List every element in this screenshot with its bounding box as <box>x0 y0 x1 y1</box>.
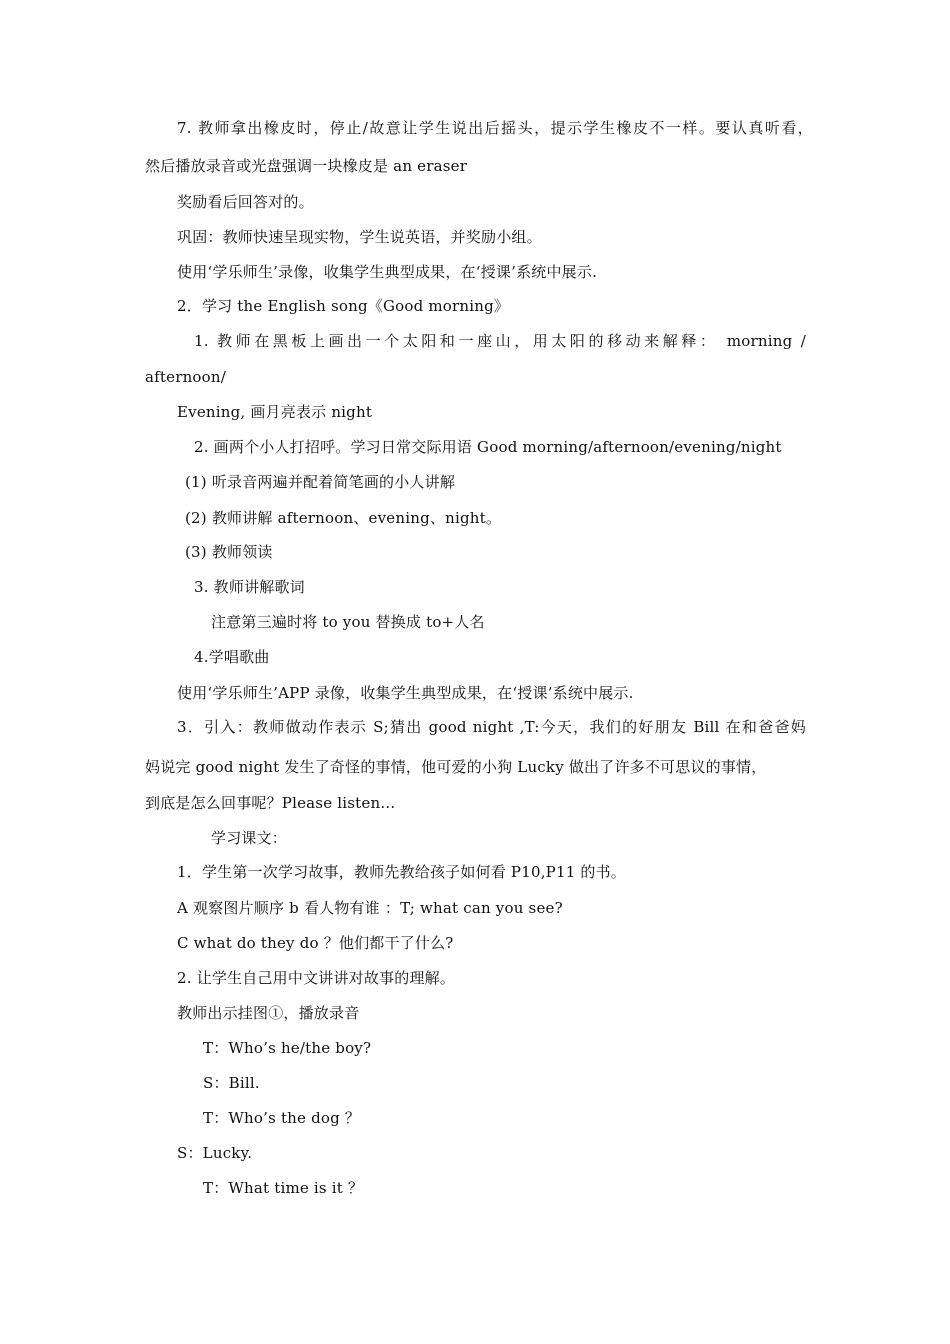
section-heading: 学习课文： <box>211 829 288 847</box>
text-line: 奖励看后回答对的。 <box>177 193 314 211</box>
text-line: C what do they do ？他们都干了什么? <box>177 934 454 952</box>
dialogue-line: S：Bill. <box>203 1074 260 1092</box>
text-line: 使用‘学乐师生’录像，收集学生典型成果，在‘授课’系统中展示. <box>177 263 598 281</box>
text-line: Evening, 画月亮表示 night <box>177 403 373 421</box>
text-line: 3．引入：教师做动作表示 S;猜出 good night ,T:今天，我们的好朋友 Bill 在和爸爸妈 <box>177 718 806 736</box>
dialogue-line: T：Who’s the dog ？ <box>203 1109 361 1127</box>
text-line: 教师出示挂图①，播放录音 <box>177 1004 360 1022</box>
text-line: 4.学唱歌曲 <box>194 648 270 666</box>
text-line: 到底是怎么回事呢？Please listen… <box>145 794 396 812</box>
text-line: 2. 画两个小人打招呼。学习日常交际用语 Good morning/afternoon/evening/night <box>194 438 782 456</box>
dialogue-line: T：What time is it ？ <box>203 1179 364 1197</box>
text-line: A 观察图片顺序 b 看人物有谁 ：T; what can you see? <box>177 899 563 917</box>
text-line: 然后播放录音或光盘强调一块橡皮是 an eraser <box>145 157 468 175</box>
list-item: (1) 听录音两遍并配着简笔画的小人讲解 <box>185 473 456 491</box>
text-line: 注意第三遍时将 to you 替换成 to+人名 <box>211 613 485 631</box>
text-line: 1．学生第一次学习故事，教师先教给孩子如何看 P10,P11 的书。 <box>177 863 627 881</box>
dialogue-line: T：Who’s he/the boy? <box>203 1039 372 1057</box>
text-line: 使用‘学乐师生’APP 录像，收集学生典型成果，在‘授课’系统中展示. <box>177 684 634 702</box>
list-item: (3) 教师领读 <box>185 543 273 561</box>
text-line: 巩固：教师快速呈现实物，学生说英语，并奖励小组。 <box>177 228 542 246</box>
section-heading: 2．学习 the English song《Good morning》 <box>177 297 510 315</box>
text-line: afternoon/ <box>145 368 227 386</box>
dialogue-line: S：Lucky. <box>177 1144 253 1162</box>
text-line: 1. 教师在黑板上画出一个太阳和一座山，用太阳的移动来解释： morning / <box>194 332 806 350</box>
text-line: 2. 让学生自己用中文讲讲对故事的理解。 <box>177 969 456 987</box>
list-item: (2) 教师讲解 afternoon、evening、night。 <box>185 509 502 527</box>
text-line: 3. 教师讲解歌词 <box>194 578 305 596</box>
text-line: 妈说完 good night 发生了奇怪的事情，他可爱的小狗 Lucky 做出了许多不可思议的事情， <box>145 758 767 776</box>
text-line: 7. 教师拿出橡皮时，停止/故意让学生说出后摇头，提示学生橡皮不一样。要认真听看， <box>177 119 813 137</box>
